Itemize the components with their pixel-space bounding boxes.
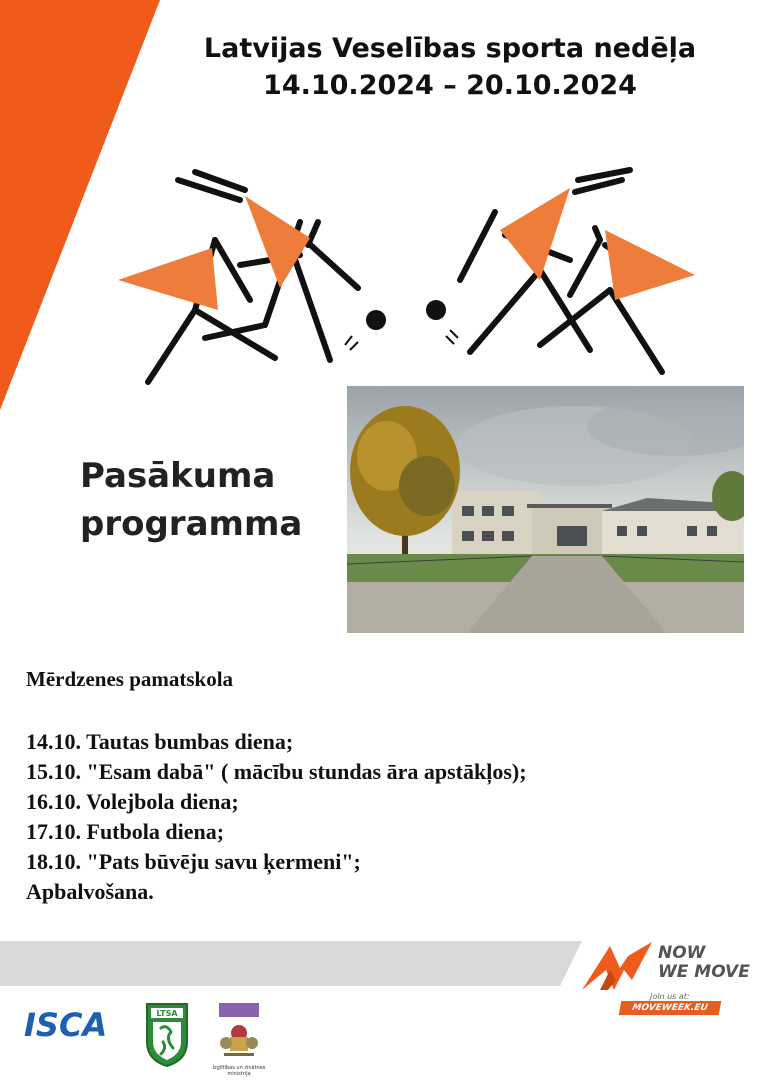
program-title-line1: Pasākuma bbox=[80, 456, 276, 496]
nowwemove-logo bbox=[580, 940, 760, 1018]
nowwemove-text: NOW WE MOVE bbox=[658, 943, 750, 982]
svg-text:LTSA: LTSA bbox=[156, 1009, 178, 1018]
school-photo bbox=[347, 386, 744, 633]
svg-text:ISCA: ISCA bbox=[24, 1008, 108, 1042]
footer-band bbox=[0, 941, 600, 986]
moveweek-link[interactable]: MOVEWEEK.EU bbox=[619, 1001, 721, 1015]
ministry-emblem bbox=[212, 1003, 266, 1061]
ministry-logo bbox=[212, 1003, 266, 1077]
nowwemove-logo-icon bbox=[580, 940, 658, 992]
title-line-event: Latvijas Veselības sporta nedēļa bbox=[203, 33, 697, 64]
isca-logo bbox=[24, 1008, 130, 1042]
program-title bbox=[80, 452, 302, 548]
schedule-item: 18.10. "Pats būvēju savu ķermeni"; bbox=[26, 849, 361, 874]
school-name: Mērdzenes pamatskola bbox=[26, 667, 234, 691]
players-illustration bbox=[100, 160, 710, 390]
schedule-item: 16.10. Volejbola diena; bbox=[26, 789, 239, 814]
schedule-item: Apbalvošana. bbox=[26, 879, 154, 904]
page-title bbox=[140, 30, 760, 104]
program-title-line2: programma bbox=[80, 504, 303, 544]
title-line-dates: 14.10.2024 – 20.10.2024 bbox=[263, 70, 637, 101]
ministry-text: Izglītības un zinātnes ministrija bbox=[212, 1065, 266, 1077]
schedule-list bbox=[26, 727, 527, 907]
schedule-item: 17.10. Futbola diena; bbox=[26, 819, 225, 844]
schedule-item: 14.10. Tautas bumbas diena; bbox=[26, 729, 294, 754]
join-text: Join us at: bbox=[650, 992, 690, 1001]
ltsa-logo bbox=[145, 1002, 189, 1068]
schedule-item: 15.10. "Esam dabā" ( mācību stundas āra apstākļos); bbox=[26, 759, 527, 784]
